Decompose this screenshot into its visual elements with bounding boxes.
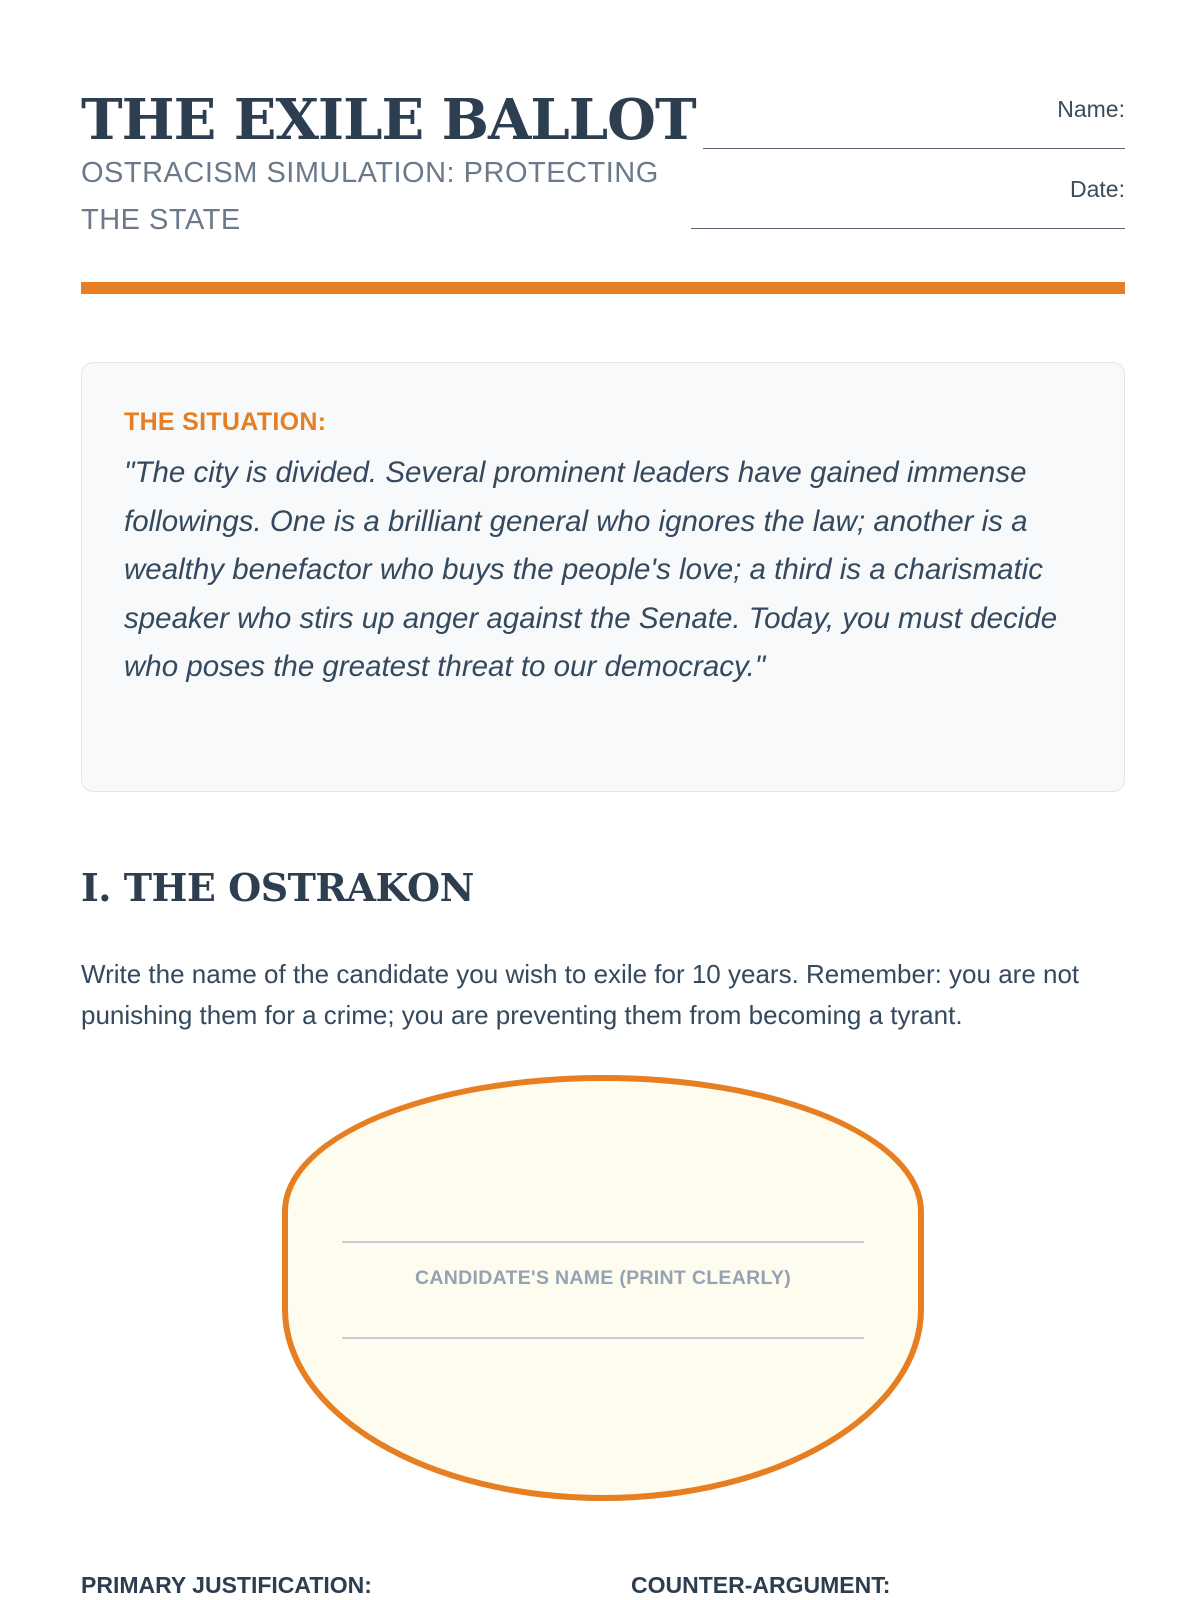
document-title: THE EXILE BALLOT xyxy=(81,87,696,153)
situation-box xyxy=(81,362,1125,792)
header-divider xyxy=(81,282,1125,294)
document-subtitle: OSTRACISM SIMULATION: PROTECTING THE STATE xyxy=(81,157,659,236)
candidate-name-caption: CANDIDATE'S NAME (PRINT CLEARLY) xyxy=(414,1267,792,1289)
date-field[interactable] xyxy=(691,174,1125,229)
counter-argument-label: COUNTER-ARGUMENT: xyxy=(631,1572,891,1598)
name-field-label: Name: xyxy=(1057,96,1125,122)
name-field[interactable] xyxy=(703,94,1125,149)
worksheet-header xyxy=(81,80,1125,240)
section-instructions: Write the name of the candidate you wish to exile for 10 years. Remember: you are not punishing them for a crime; you are preventing them from becoming a tyrant. xyxy=(81,959,1080,1030)
candidate-name-line[interactable] xyxy=(342,1241,864,1243)
name-field-line[interactable] xyxy=(703,148,1125,149)
date-field-line[interactable] xyxy=(691,228,1125,229)
ostrakon-shard xyxy=(282,1075,924,1501)
primary-justification-label: PRIMARY JUSTIFICATION: xyxy=(81,1572,372,1598)
section-heading-ostrakon: I. THE OSTRAKON xyxy=(81,865,474,910)
candidate-name-line-lower[interactable] xyxy=(342,1337,864,1339)
situation-label: THE SITUATION: xyxy=(124,408,327,436)
date-field-label: Date: xyxy=(1070,176,1125,202)
situation-text: "The city is divided. Several prominent leaders have gained immense followings. One is a brilliant general who ignores the law; another is a wealthy benefactor who buys the people's love; a third is a charismatic speaker who stirs up anger against the Senate. Today, you must decide who poses the greatest threat to our democracy." xyxy=(124,456,1058,683)
